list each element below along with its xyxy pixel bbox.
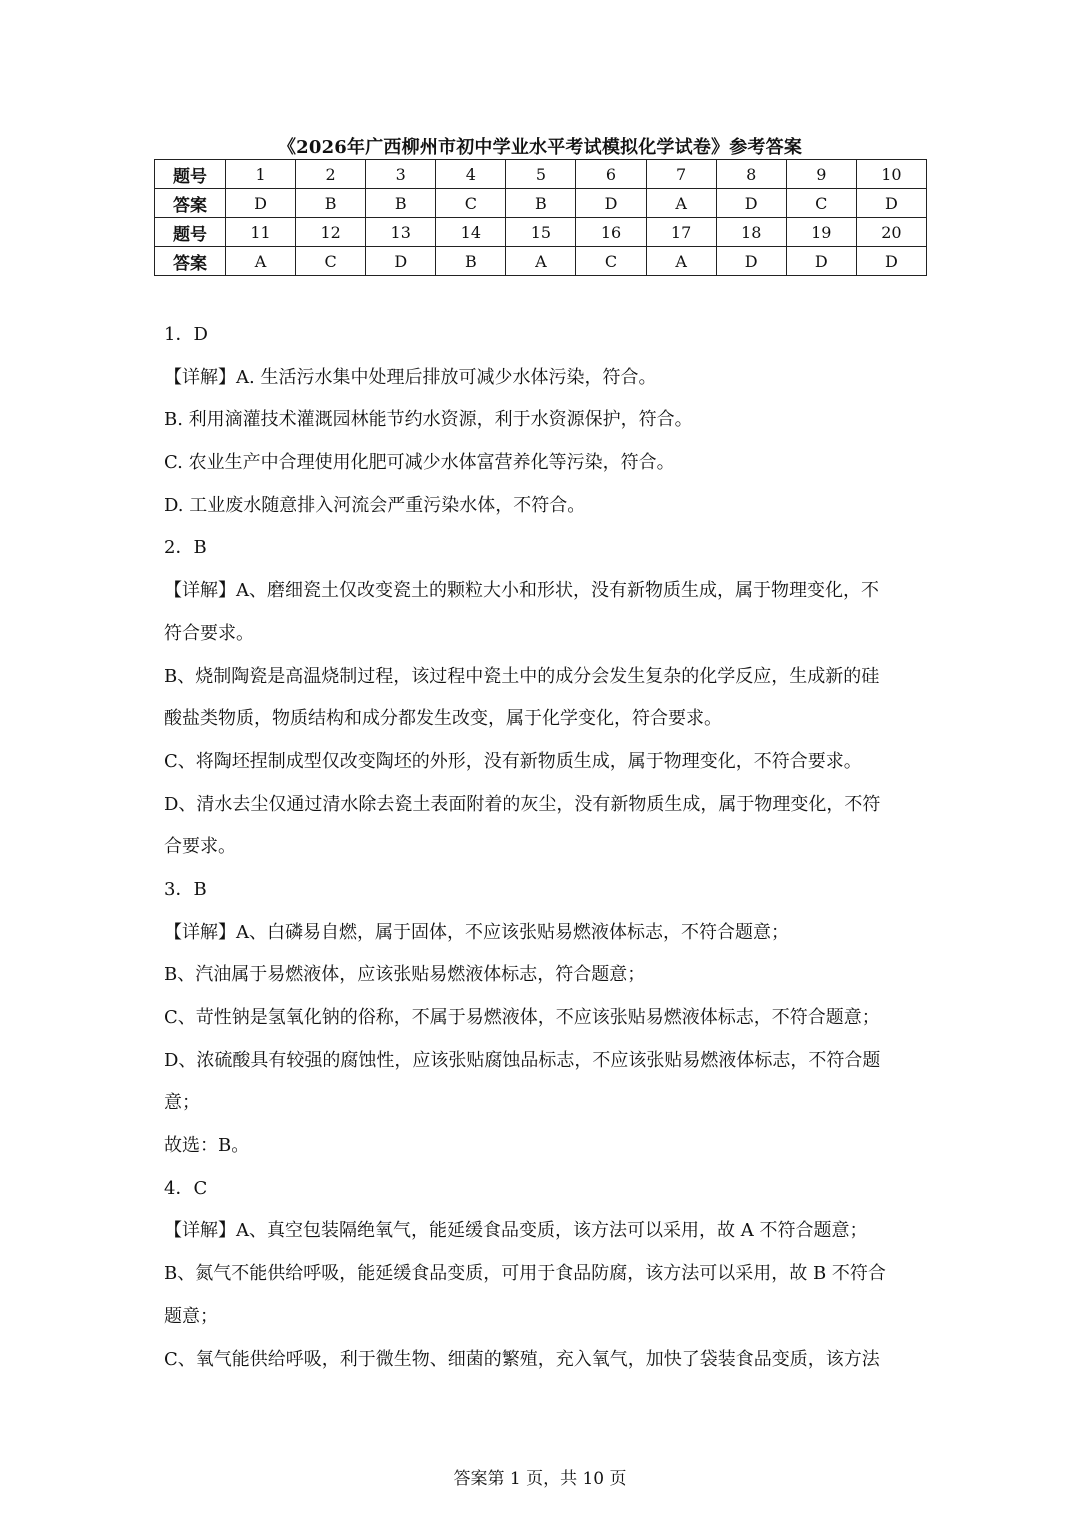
text-line: 2．B	[164, 537, 207, 559]
table-row	[155, 247, 927, 276]
table-cell: A	[506, 247, 576, 276]
table-cell: D	[716, 189, 786, 218]
answer-explanations	[164, 314, 924, 1381]
text-line: C、苛性钠是氢氧化钠的俗称，不属于易燃液体，不应该张贴易燃液体标志，不符合题意；	[164, 1007, 880, 1028]
row-label: 答案	[155, 189, 226, 218]
text-line: 符合要求。	[164, 622, 254, 644]
text-line: 【详解】A、真空包装隔绝氧气，能延缓食品变质，该方法可以采用，故 A 不符合题意；	[164, 1220, 868, 1242]
text-line: B、烧制陶瓷是高温烧制过程，该过程中瓷土中的成分会发生复杂的化学反应，生成新的硅	[164, 665, 880, 687]
row-label: 题号	[155, 218, 226, 247]
text-line: B、氮气不能供给呼吸，能延缓食品变质，可用于食品防腐，该方法可以采用，故 B 不符合	[164, 1263, 886, 1285]
table-cell: B	[366, 189, 436, 218]
table-cell: 11	[226, 218, 296, 247]
table-cell: 3	[366, 160, 436, 189]
text-line: 故选：B。	[164, 1135, 250, 1157]
table-cell: D	[856, 189, 926, 218]
text-line: 3．B	[164, 878, 207, 900]
table-cell: 14	[436, 218, 506, 247]
table-cell: 9	[786, 160, 856, 189]
row-label: 答案	[155, 247, 226, 276]
text-line: 合要求。	[164, 836, 236, 858]
table-cell: A	[646, 189, 716, 218]
text-line: B、汽油属于易燃液体，应该张贴易燃液体标志，符合题意；	[164, 964, 646, 986]
table-row	[155, 189, 927, 218]
table-cell: A	[226, 247, 296, 276]
table-cell: 15	[506, 218, 576, 247]
table-cell: 13	[366, 218, 436, 247]
text-line: 【详解】A. 生活污水集中处理后排放可减少水体污染，符合。	[164, 366, 657, 388]
table-cell: 8	[716, 160, 786, 189]
table-cell: 10	[856, 160, 926, 189]
text-line: B. 利用滴灌技术灌溉园林能节约水资源，利于水资源保护，符合。	[164, 409, 693, 431]
table-cell: D	[366, 247, 436, 276]
table-cell: B	[296, 189, 366, 218]
table-cell: 6	[576, 160, 646, 189]
text-line: D. 工业废水随意排入河流会严重污染水体，不符合。	[164, 494, 586, 516]
table-cell: C	[436, 189, 506, 218]
text-line: 4．C	[164, 1177, 208, 1199]
text-line: 意；	[164, 1092, 200, 1114]
table-cell: 4	[436, 160, 506, 189]
text-line: C、氧气能供给呼吸，利于微生物、细菌的繁殖，充入氧气，加快了袋装食品变质，该方法	[164, 1348, 880, 1370]
table-cell: 7	[646, 160, 716, 189]
page-title: 《2026年广西柳州市初中学业水平考试模拟化学试卷》参考答案	[277, 137, 803, 158]
table-cell: 1	[226, 160, 296, 189]
table-cell: D	[226, 189, 296, 218]
table-cell: B	[506, 189, 576, 218]
table-row	[155, 218, 927, 247]
table-cell: 16	[576, 218, 646, 247]
table-cell: C	[296, 247, 366, 276]
text-line: 【详解】A、白磷易自燃，属于固体，不应该张贴易燃液体标志，不符合题意；	[164, 921, 789, 943]
text-line: C、将陶坯捏制成型仅改变陶坯的外形，没有新物质生成，属于物理变化，不符合要求。	[164, 750, 862, 772]
text-line: C. 农业生产中合理使用化肥可减少水体富营养化等污染，符合。	[164, 452, 675, 474]
text-line: 1．D	[164, 324, 208, 345]
table-cell: 5	[506, 160, 576, 189]
text-line: D、清水去尘仅通过清水除去瓷土表面附着的灰尘，没有新物质生成，属于物理变化，不符	[164, 793, 881, 815]
table-cell: 2	[296, 160, 366, 189]
table-cell: D	[786, 247, 856, 276]
table-cell: 17	[646, 218, 716, 247]
table-cell: 18	[716, 218, 786, 247]
text-line: 酸盐类物质，物质结构和成分都发生改变，属于化学变化，符合要求。	[164, 708, 722, 730]
page-footer: 答案第 1 页，共 10 页	[453, 1469, 627, 1489]
table-cell: C	[576, 247, 646, 276]
table-cell: A	[646, 247, 716, 276]
text-line: 题意；	[164, 1305, 218, 1327]
table-cell: D	[576, 189, 646, 218]
table-cell: D	[716, 247, 786, 276]
table-cell: 12	[296, 218, 366, 247]
table-row	[155, 160, 927, 189]
text-line: 【详解】A、磨细瓷土仅改变瓷土的颗粒大小和形状，没有新物质生成，属于物理变化，不	[164, 580, 879, 602]
row-label: 题号	[155, 160, 226, 189]
table-cell: C	[786, 189, 856, 218]
text-line: D、浓硫酸具有较强的腐蚀性，应该张贴腐蚀品标志，不应该张贴易燃液体标志，不符合题	[164, 1049, 881, 1071]
table-cell: 20	[856, 218, 926, 247]
answer-table	[154, 159, 927, 276]
table-cell: D	[856, 247, 926, 276]
table-cell: B	[436, 247, 506, 276]
table-cell: 19	[786, 218, 856, 247]
